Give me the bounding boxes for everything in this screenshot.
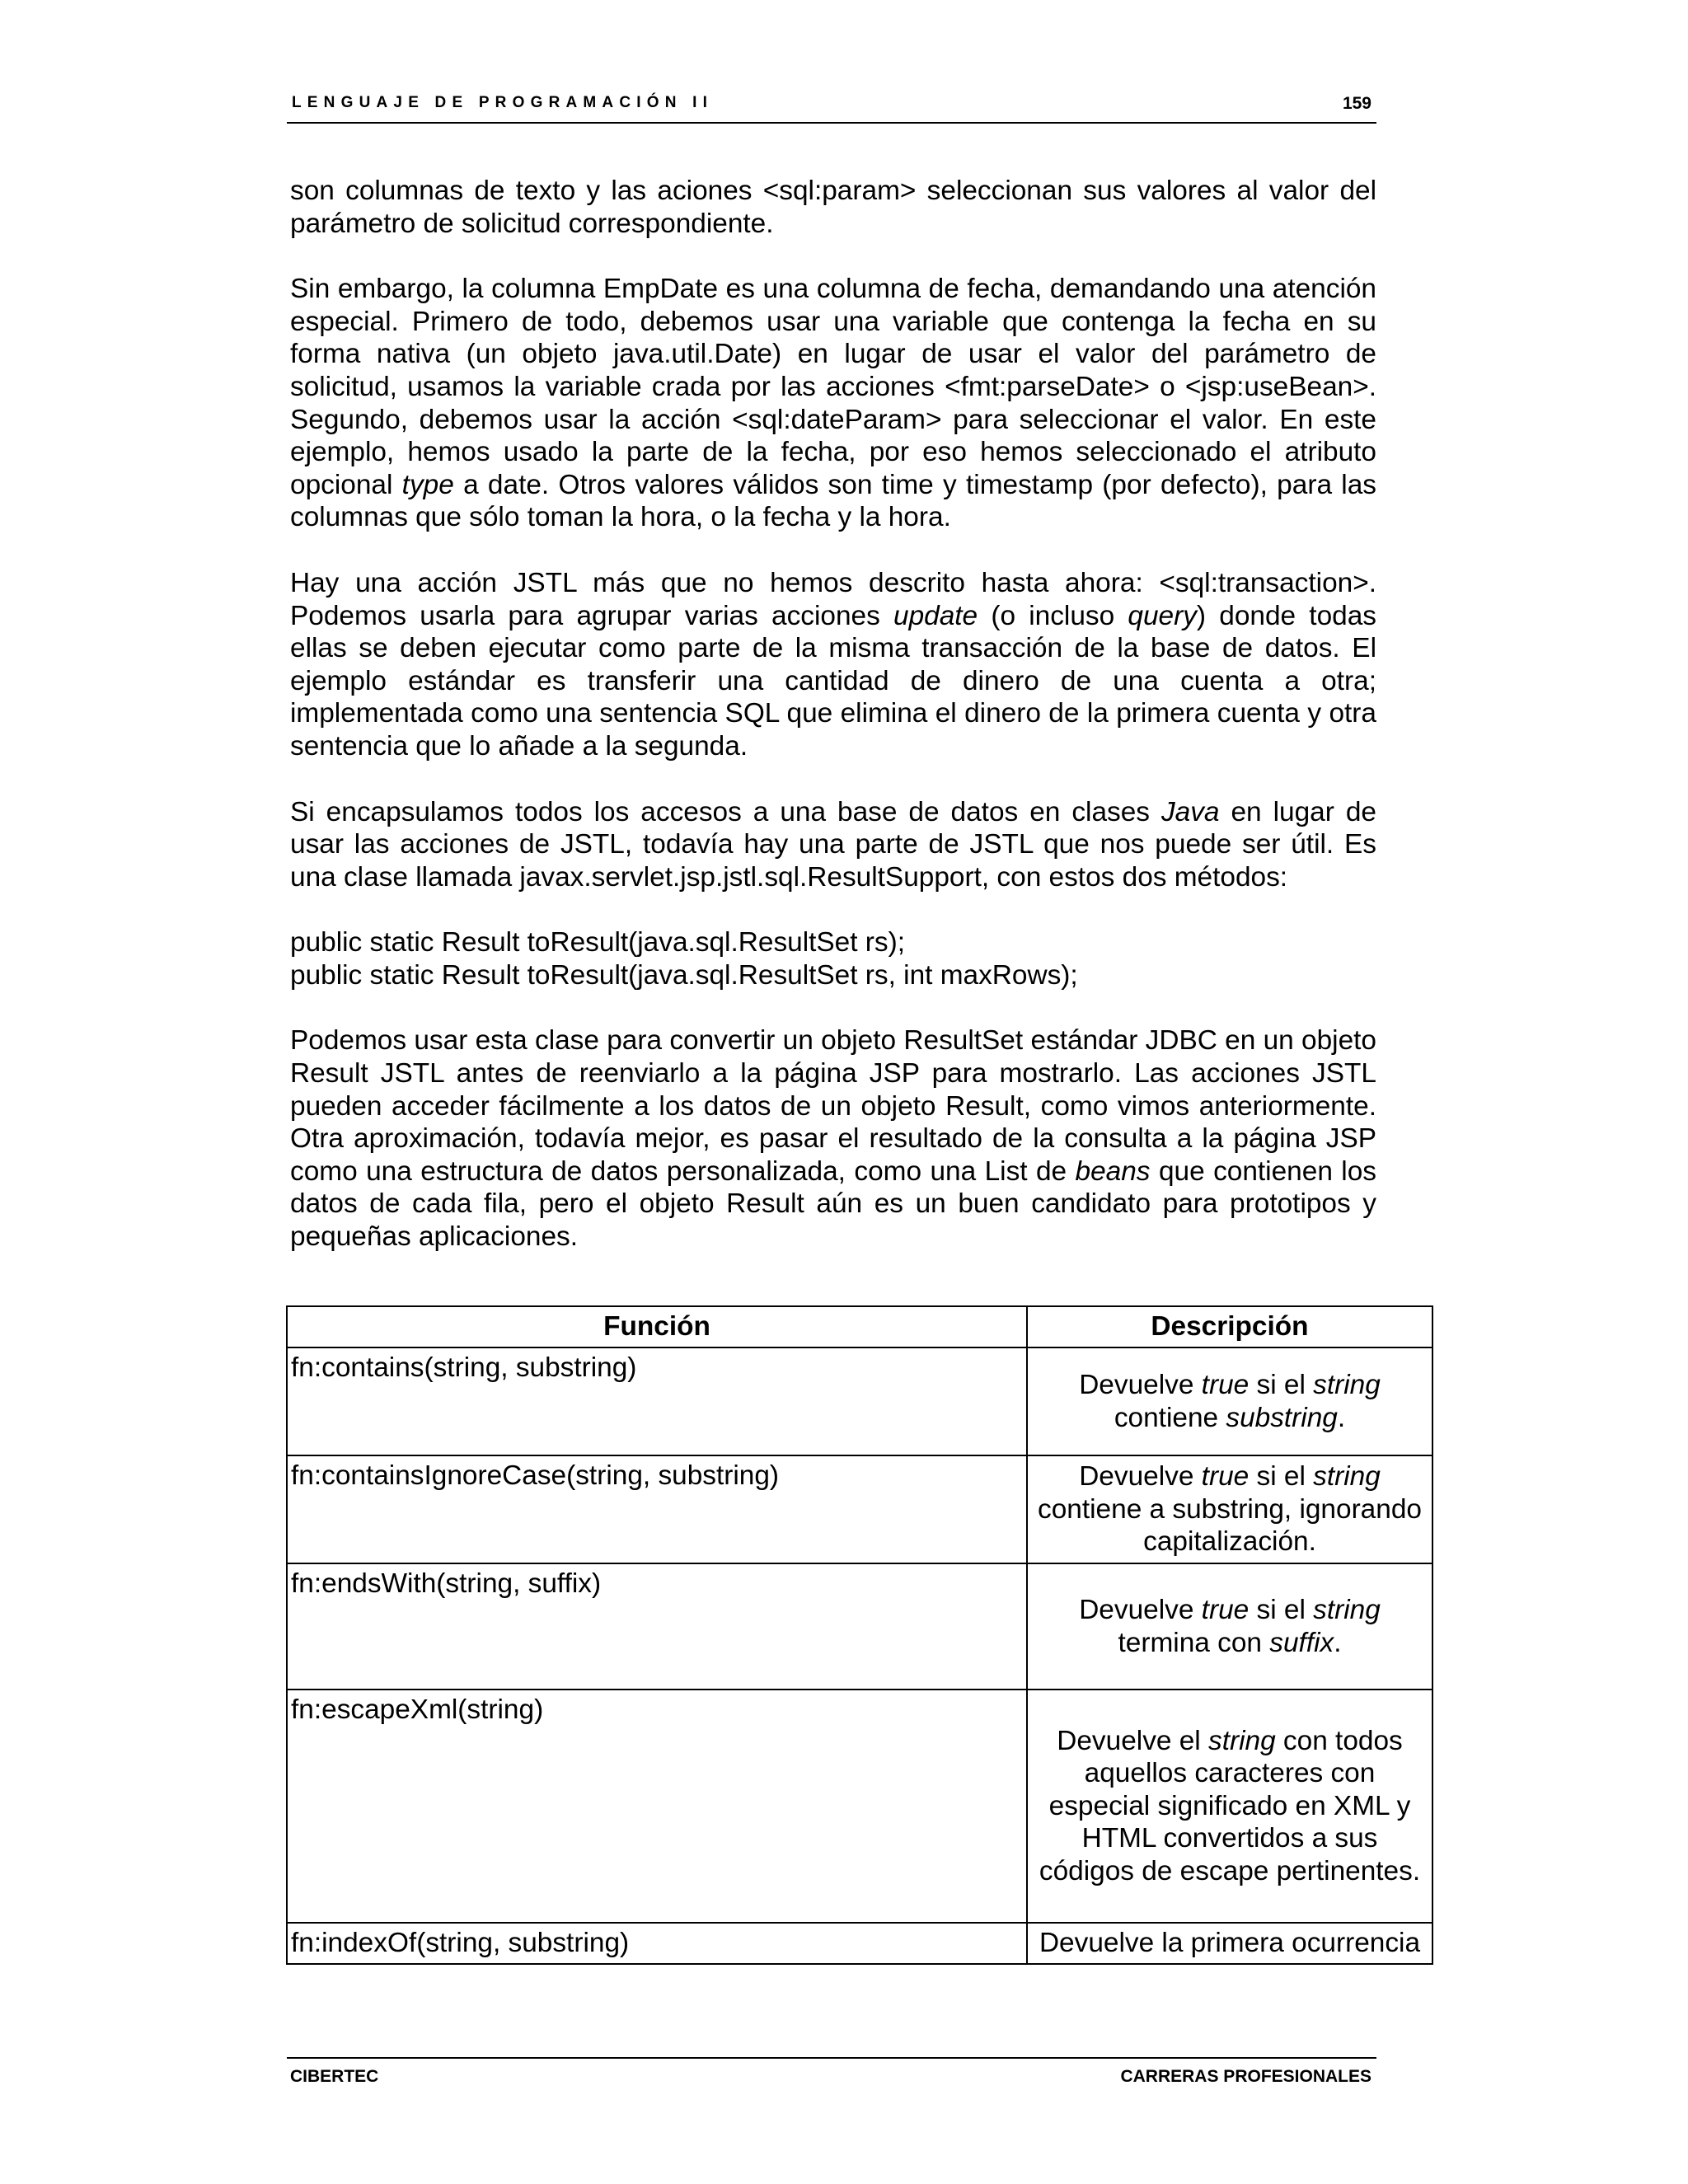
function-cell: fn:containsIgnoreCase(string, substring) — [287, 1455, 1027, 1563]
italic-term: true — [1201, 1594, 1250, 1625]
text-run: Devuelve el — [1057, 1725, 1208, 1756]
page-header — [287, 92, 1376, 124]
text-run: ) donde todas ellas se deben ejecutar como parte de la misma transacción de la base de datos. El ejemplo estándar es transferir una cantidad de dinero de una cuenta a otra; implementada como una sentencia SQL que elimina el dinero de la primera cuenta y otra sentencia que lo añade a la segunda. — [290, 600, 1376, 762]
footer-program: CARRERAS PROFESIONALES — [1120, 2067, 1372, 2086]
description-cell — [1027, 1690, 1432, 1923]
text-run: a date. Otros valores válidos son time y timestamp (por defecto), para las columnas que sólo toman la hora, o la fecha y la hora. — [290, 469, 1376, 533]
italic-term: true — [1201, 1461, 1250, 1493]
text-run: termina con — [1118, 1627, 1270, 1658]
italic-term: Java — [1160, 796, 1220, 827]
text-run: que contienen los datos de cada fila, pero el objeto Result aún es un buen candidato para prototipos y pequeñas aplicaciones. — [290, 1155, 1376, 1253]
function-cell: fn:endsWith(string, suffix) — [287, 1563, 1027, 1690]
column-header-function: Función — [287, 1306, 1027, 1347]
italic-term: string — [1313, 1461, 1381, 1493]
function-cell: fn:indexOf(string, substring) — [287, 1923, 1027, 1964]
italic-term: type — [401, 469, 454, 500]
italic-term: string — [1208, 1725, 1276, 1756]
text-run: contiene a substring, ignorando capitalización. — [1038, 1493, 1422, 1558]
italic-term: true — [1201, 1369, 1250, 1400]
paragraph-4 — [290, 796, 1376, 894]
italic-term: suffix — [1269, 1627, 1334, 1658]
italic-term: string — [1313, 1369, 1381, 1400]
footer-publisher: CIBERTEC — [290, 2067, 379, 2086]
text-run: Devuelve — [1079, 1461, 1202, 1493]
text-run: Devuelve la primera ocurrencia — [1039, 1928, 1421, 1958]
description-cell — [1027, 1923, 1432, 1964]
table-row — [287, 1563, 1432, 1690]
table-row — [287, 1455, 1432, 1563]
text-run: (o incluso — [978, 600, 1128, 631]
table-row — [287, 1690, 1432, 1923]
page-footer — [287, 2057, 1376, 2092]
italic-term: substring — [1226, 1402, 1338, 1433]
paragraph-2 — [290, 273, 1376, 534]
code-line: public static Result toResult(java.sql.ResultSet rs, int maxRows); — [290, 959, 1078, 991]
text-run: si el — [1249, 1461, 1314, 1493]
description-cell — [1027, 1347, 1432, 1455]
text-run: Sin embargo, la columna EmpDate es una columna de fecha, demandando una atención especial. Primero de todo, debemos usar una variable que contenga la fecha en su forma nativa (un objeto java.util.Date) en lugar de usar el valor del parámetro de solicitud, usamos la variable crada por las acciones <fmt:parseDate> o <jsp:useBean>. Segundo, debemos usar la acción <sql:dateParam> para seleccionar el valor. En este ejemplo, hemos usado la parte de la fecha, por eso hemos seleccionado el atributo opcional — [290, 274, 1376, 500]
table-row — [287, 1923, 1432, 1964]
text-run: son columnas de texto y las aciones <sql:param> seleccionan sus valores al valor del parámetro de solicitud correspondiente. — [290, 176, 1376, 239]
italic-term: beans — [1075, 1155, 1151, 1187]
text-run: contiene — [1114, 1402, 1226, 1433]
text-run: . — [1334, 1627, 1342, 1658]
italic-term: string — [1313, 1594, 1381, 1625]
italic-term: query — [1128, 600, 1197, 631]
description-cell — [1027, 1455, 1432, 1563]
description-cell — [1027, 1563, 1432, 1690]
text-run: en lugar de usar las acciones de JSTL, todavía hay una parte de JSTL que nos puede ser útil. Es una clase llamada javax.servlet.jsp.jstl.sql.ResultSupport, con estos dos métodos: — [290, 796, 1376, 893]
text-run: Podemos usar esta clase para convertir un objeto ResultSet estándar JDBC en un objeto Result JSTL antes de reenviarlo a la página JSP para mostrarlo. Las acciones JSTL pueden acceder fácilmente a los datos de un objeto Result, como vimos anteriormente. Otra aproximación, todavía mejor, es pasar el resultado de la consulta a la página JSP como una estructura de datos personalizada, como una List de — [290, 1025, 1376, 1187]
text-run: con todos aquellos caracteres con especial significado en XML y HTML convertidos a sus códigos de escape pertinentes. — [1039, 1725, 1421, 1886]
text-run: Devuelve — [1079, 1369, 1202, 1400]
code-snippet — [290, 926, 1376, 991]
running-title: LENGUAJE DE PROGRAMACIÓN II — [292, 94, 714, 111]
text-run: si el — [1249, 1594, 1314, 1625]
text-run: Hay una acción JSTL más que no hemos descrito hasta ahora: <sql:transaction>. Podemos usarla para agrupar varias acciones — [290, 567, 1376, 631]
table-header-row — [287, 1306, 1432, 1347]
text-run: Devuelve — [1079, 1594, 1202, 1625]
functions-table — [286, 1305, 1433, 1965]
body-text — [290, 175, 1376, 1286]
code-line: public static Result toResult(java.sql.ResultSet rs); — [290, 927, 906, 958]
table-row — [287, 1347, 1432, 1455]
page-number: 159 — [1342, 94, 1372, 113]
italic-term: update — [893, 600, 978, 631]
function-cell: fn:contains(string, substring) — [287, 1347, 1027, 1455]
text-run: . — [1337, 1402, 1346, 1433]
paragraph-1 — [290, 175, 1376, 240]
text-run: si el — [1249, 1369, 1314, 1400]
column-header-description: Descripción — [1027, 1306, 1432, 1347]
paragraph-5 — [290, 1024, 1376, 1253]
text-run: Si encapsulamos todos los accesos a una base de datos en clases — [290, 796, 1161, 827]
function-cell: fn:escapeXml(string) — [287, 1690, 1027, 1923]
paragraph-3 — [290, 567, 1376, 763]
